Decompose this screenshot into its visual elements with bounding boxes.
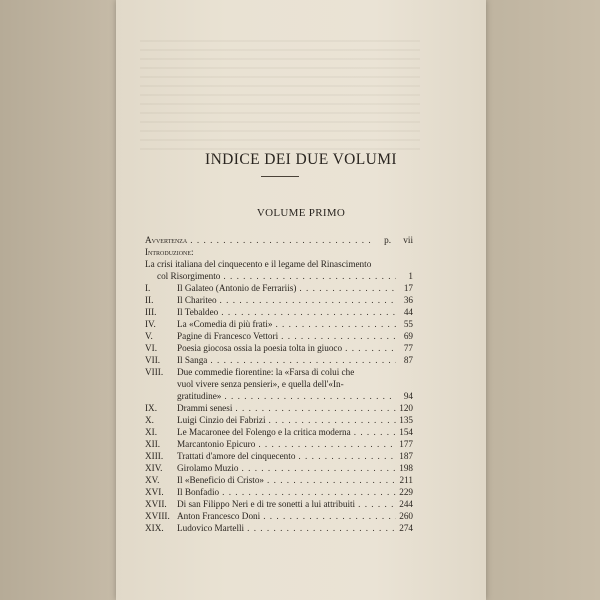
toc-line-intro-2 xyxy=(145,270,413,282)
toc-number: XVIII. xyxy=(145,511,170,521)
toc-title: Marcantonio Epicuro xyxy=(177,439,256,449)
toc-number: XIII. xyxy=(145,451,164,461)
leader-dots xyxy=(354,426,396,438)
toc-number: III. xyxy=(145,307,157,317)
toc-title: Avvertenza xyxy=(145,235,188,245)
toc-page: 274 xyxy=(399,523,413,533)
toc-title: Le Macaronee del Folengo e la critica moderna xyxy=(177,427,351,437)
toc-number: I. xyxy=(145,283,151,293)
toc-line-entry xyxy=(145,282,413,294)
leader-dots xyxy=(281,330,396,342)
leader-dots xyxy=(299,282,396,294)
toc-title: La «Comedia di più frati» xyxy=(177,319,273,329)
toc-page: vii xyxy=(403,235,413,245)
toc-number: VII. xyxy=(145,355,161,365)
toc-line-entry xyxy=(145,354,413,366)
toc-title: Luigi Cinzio dei Fabrizi xyxy=(177,415,266,425)
toc-title: Pagine di Francesco Vettori xyxy=(177,331,279,341)
toc-line-entry xyxy=(145,522,413,534)
leader-dots xyxy=(263,510,396,522)
toc-number: II. xyxy=(145,295,154,305)
leader-dots xyxy=(247,522,396,534)
toc-title: col Risorgimento xyxy=(157,271,221,281)
toc-title: Poesia giocosa ossia la poesia tolta in giuoco xyxy=(177,343,343,353)
toc-line-entry xyxy=(145,486,413,498)
toc-page: 77 xyxy=(403,343,413,353)
toc-line-introduzione xyxy=(145,246,413,258)
toc-line-continuation xyxy=(145,390,413,402)
leader-dots xyxy=(235,402,396,414)
toc-title: Il Galateo (Antonio de Ferrariis) xyxy=(177,283,297,293)
toc-line-entry xyxy=(145,330,413,342)
toc-page: 154 xyxy=(399,427,413,437)
toc-title: vuol vivere senza pensieri», e quella dell'«In- xyxy=(177,379,344,389)
toc-line-entry xyxy=(145,366,413,378)
toc-number: XV. xyxy=(145,475,160,485)
toc-page: 36 xyxy=(403,295,413,305)
toc-title: Il Chariteo xyxy=(177,295,217,305)
toc-number: VI. xyxy=(145,343,157,353)
toc-title: Anton Francesco Doni xyxy=(177,511,261,521)
toc-line-entry xyxy=(145,402,413,414)
toc-title: Drammi senesi xyxy=(177,403,233,413)
toc-title: Due commedie fiorentine: la «Farsa di colui che xyxy=(177,367,355,377)
toc-line-entry xyxy=(145,474,413,486)
leader-dots xyxy=(269,414,396,426)
toc-number: X. xyxy=(145,415,154,425)
leader-dots xyxy=(224,390,396,402)
toc-page: 260 xyxy=(399,511,413,521)
table-of-contents xyxy=(145,234,413,534)
leader-dots xyxy=(223,270,396,282)
toc-page: 87 xyxy=(403,355,413,365)
toc-page: 17 xyxy=(403,283,413,293)
toc-page: 244 xyxy=(399,499,413,509)
toc-line-entry xyxy=(145,426,413,438)
toc-page: 55 xyxy=(403,319,413,329)
toc-title: Ludovico Martelli xyxy=(177,523,245,533)
toc-page: 211 xyxy=(399,475,413,485)
toc-line-entry xyxy=(145,450,413,462)
background-right xyxy=(486,0,600,600)
toc-page: 187 xyxy=(399,451,413,461)
toc-number: IV. xyxy=(145,319,156,329)
toc-line-entry xyxy=(145,318,413,330)
toc-title: La crisi italiana del cinquecento e il legame del Rinascimento xyxy=(145,259,372,269)
toc-line-entry xyxy=(145,462,413,474)
toc-title: Trattati d'amore del cinquecento xyxy=(177,451,296,461)
toc-title: Il «Beneficio di Cristo» xyxy=(177,475,265,485)
ink-bleed-through xyxy=(140,40,420,150)
leader-dots xyxy=(267,474,396,486)
title-rule xyxy=(261,176,299,177)
toc-number: VIII. xyxy=(145,367,164,377)
toc-number: XI. xyxy=(145,427,157,437)
toc-line-entry xyxy=(145,414,413,426)
toc-page: 44 xyxy=(403,307,413,317)
volume-heading: VOLUME PRIMO xyxy=(256,207,346,219)
toc-line-entry xyxy=(145,438,413,450)
leader-dots xyxy=(258,438,396,450)
leader-dots xyxy=(345,342,396,354)
toc-line-continuation xyxy=(145,378,413,390)
toc-line-entry xyxy=(145,498,413,510)
toc-page: 198 xyxy=(399,463,413,473)
toc-page: 120 xyxy=(399,403,413,413)
toc-line-entry xyxy=(145,510,413,522)
leader-dots xyxy=(210,354,396,366)
toc-number: XIV. xyxy=(145,463,163,473)
leader-dots xyxy=(220,294,396,306)
toc-number: V. xyxy=(145,331,153,341)
toc-title: Il Bonfadio xyxy=(177,487,220,497)
toc-page: 229 xyxy=(399,487,413,497)
toc-title: Girolamo Muzio xyxy=(177,463,239,473)
leader-dots xyxy=(221,306,396,318)
toc-number: XIX. xyxy=(145,523,164,533)
leader-dots xyxy=(298,450,396,462)
toc-page-prefix: p. xyxy=(384,235,391,245)
toc-page: 94 xyxy=(403,391,413,401)
toc-title: Il Tebaldeo xyxy=(177,307,219,317)
toc-title: gratitudine» xyxy=(177,391,222,401)
toc-page: 69 xyxy=(403,331,413,341)
toc-title: Di san Filippo Neri e di tre sonetti a lui attribuiti xyxy=(177,499,356,509)
leader-dots xyxy=(222,486,396,498)
toc-section-heading: Introduzione: xyxy=(145,247,194,257)
background-left xyxy=(0,0,118,600)
toc-line-entry xyxy=(145,294,413,306)
leader-dots xyxy=(358,498,396,510)
leader-dots xyxy=(275,318,396,330)
toc-number: XVII. xyxy=(145,499,167,509)
toc-line-avvertenza xyxy=(145,234,413,246)
toc-page: 135 xyxy=(399,415,413,425)
toc-page: 177 xyxy=(399,439,413,449)
toc-line-entry xyxy=(145,306,413,318)
toc-number: IX. xyxy=(145,403,157,413)
toc-line-entry xyxy=(145,342,413,354)
leader-dots xyxy=(242,462,397,474)
toc-title: Il Sanga xyxy=(177,355,208,365)
toc-line-intro-1 xyxy=(145,258,413,270)
page-title: INDICE DEI DUE VOLUMI xyxy=(205,151,397,168)
toc-number: XII. xyxy=(145,439,161,449)
toc-page: 1 xyxy=(408,271,413,281)
leader-dots xyxy=(190,234,374,246)
toc-number: XVI. xyxy=(145,487,164,497)
